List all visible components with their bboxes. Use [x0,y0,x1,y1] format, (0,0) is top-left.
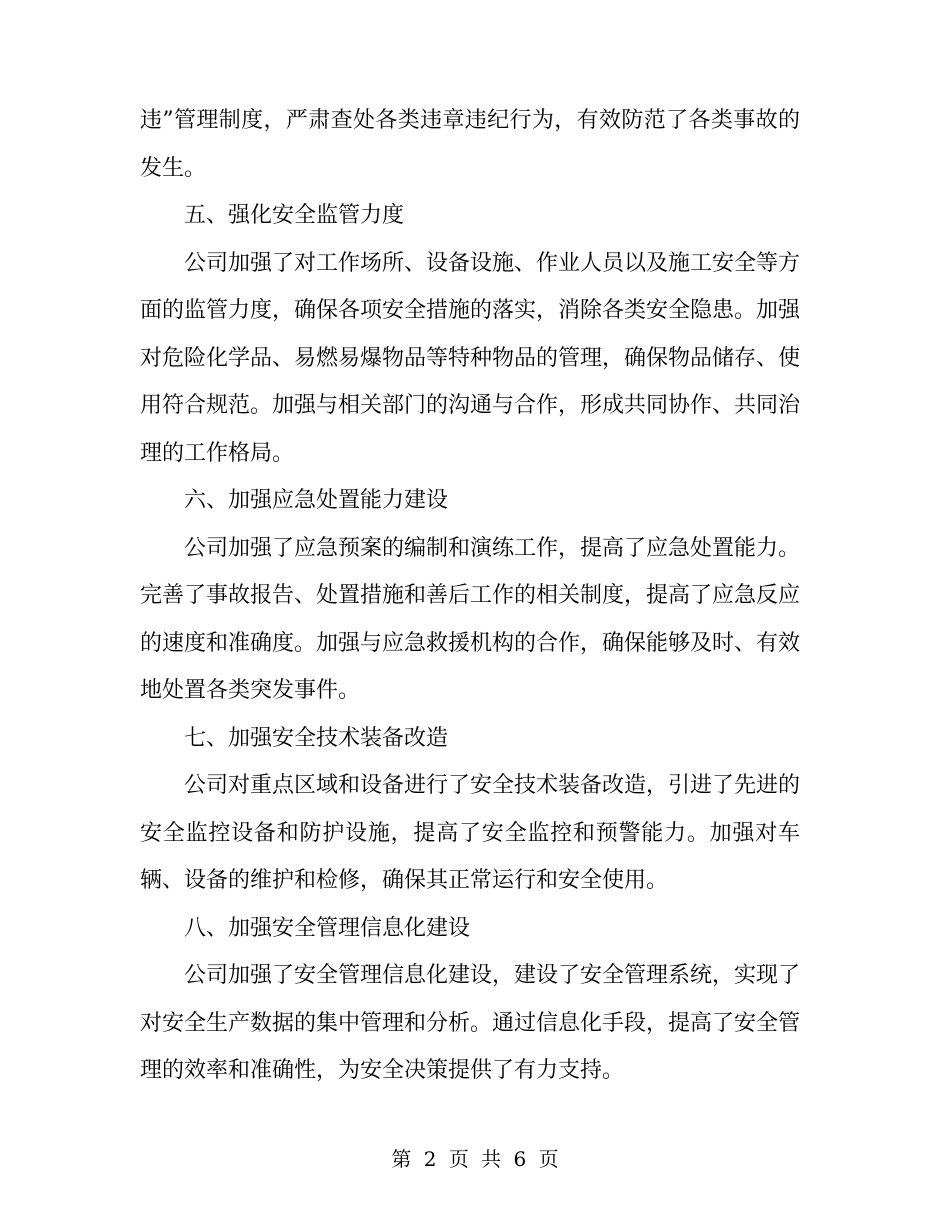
document-body [140,97,800,1095]
paragraph-equipment: 公司对重点区域和设备进行了安全技术装备改造，引进了先进的安全监控设备和防护设施，提高了安全监控和预警能力。加强对车辆、设备的维护和检修，确保其正常运行和安全使用。 [140,773,801,893]
section-heading-6: 六、加强应急处置能力建设 [184,488,449,513]
paragraph-informatization: 公司加强了安全管理信息化建设，建设了安全管理系统，实现了对安全生产数据的集中管理和分析。通过信息化手段，提高了安全管理的效率和准确性，为安全决策提供了有力支持。 [140,963,801,1083]
section-heading-7: 七、加强安全技术装备改造 [184,725,449,751]
paragraph-continuation: 违”管理制度，严肃查处各类违章违纪行为，有效防范了各类事故的发生。 [140,108,800,181]
paragraph-emergency: 公司加强了应急预案的编制和演练工作，提高了应急处置能力。完善了事故报告、处置措施和善后工作的相关制度，提高了应急反应的速度和准确度。加强与应急救援机构的合作，确保能够及时、有效地处置各类突发事件。 [140,535,801,703]
paragraph-supervision: 公司加强了对工作场所、设备设施、作业人员以及施工安全等方面的监管力度，确保各项安全措施的落实，消除各类安全隐患。加强对危险化学品、易燃易爆物品等特种物品的管理，确保物品储存、使用符合规范。加强与相关部门的沟通与合作，形成共同协作、共同治理的工作格局。 [140,250,801,466]
page-number-footer: 第 2 页 共 6 页 [391,1147,559,1171]
section-heading-8: 八、加强安全管理信息化建设 [184,915,471,941]
section-heading-5: 五、强化安全监管力度 [184,203,405,228]
